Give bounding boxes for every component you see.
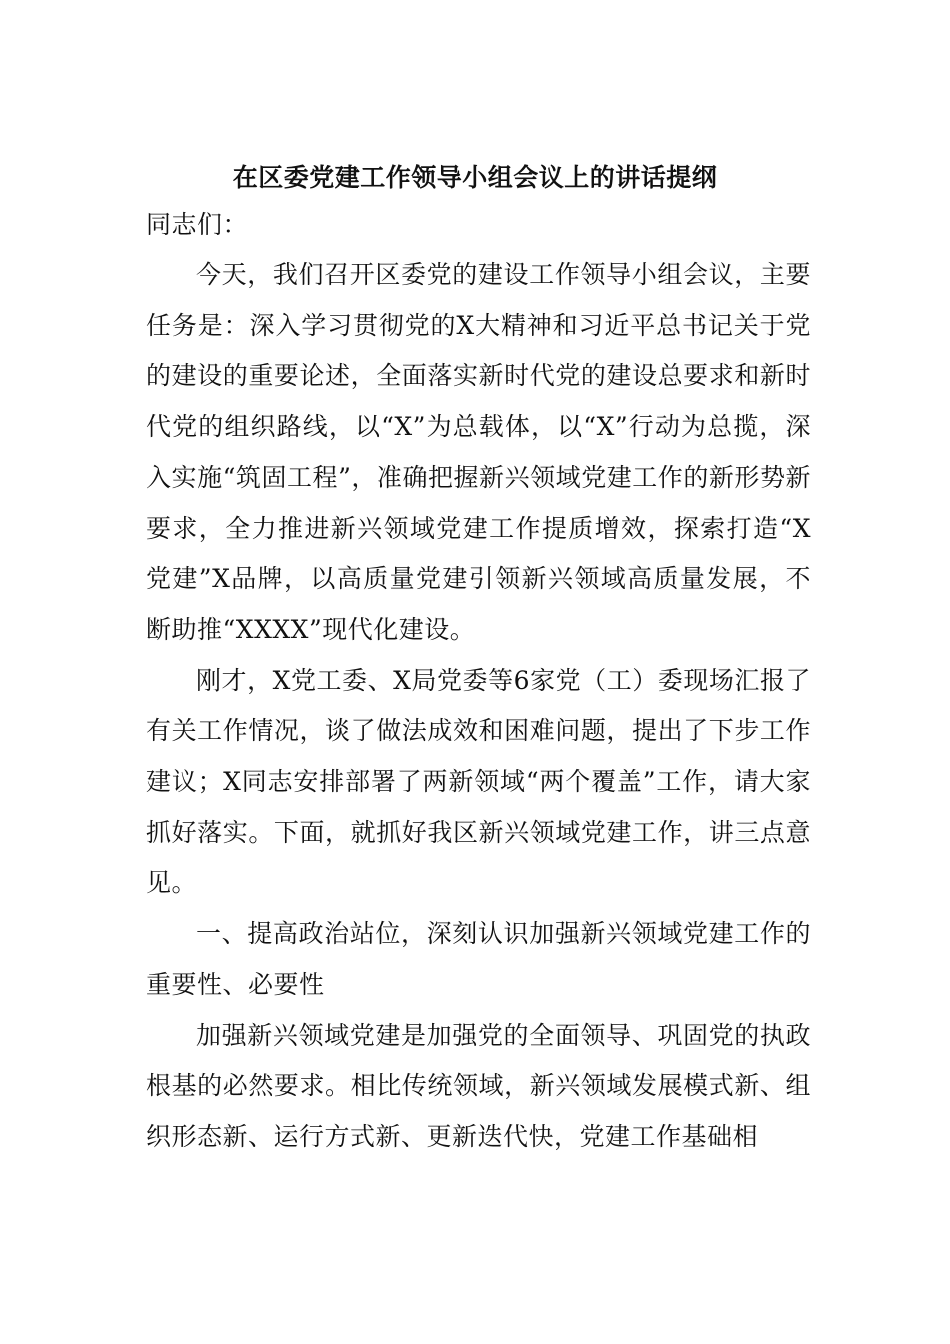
paragraph-opening: 今天，我们召开区委党的建设工作领导小组会议，主要任务是：深入学习贯彻党的X大精神和习近平总书记关于党的建设的重要论述，全面落实新时代党的建设总要求和新时代党的组织路线，以“X”为总载体，以“X”行动为总揽，深入实施“筑固工程”，准确把握新兴领域党建工作的新形势新要求，全力推进新兴领域党建工作提质增效，探索打造“X党建”X品牌，以高质量党建引领新兴领域高质量发展，不断助推“XXXX”现代化建设。 — [146, 260, 811, 644]
section-heading-1: 一、提高政治站位，深刻认识加强新兴领域党建工作的重要性、必要性 — [146, 919, 811, 999]
paragraph-reports: 刚才，X党工委、X局党委等6家党（工）委现场汇报了有关工作情况，谈了做法成效和困难问题，提出了下步工作建议；X同志安排部署了两新领域“两个覆盖”工作，请大家抓好落实。下面，就抓好我区新兴领域党建工作，讲三点意见。 — [146, 665, 811, 898]
document-title: 在区委党建工作领导小组会议上的讲话提纲 — [232, 163, 718, 192]
document-body — [146, 200, 811, 1163]
greeting: 同志们： — [146, 210, 249, 239]
paragraph-section-1: 加强新兴领域党建是加强党的全面领导、巩固党的执政根基的必然要求。相比传统领域，新兴领域发展模式新、组织形态新、运行方式新、更新迭代快，党建工作基础相 — [146, 1020, 811, 1151]
